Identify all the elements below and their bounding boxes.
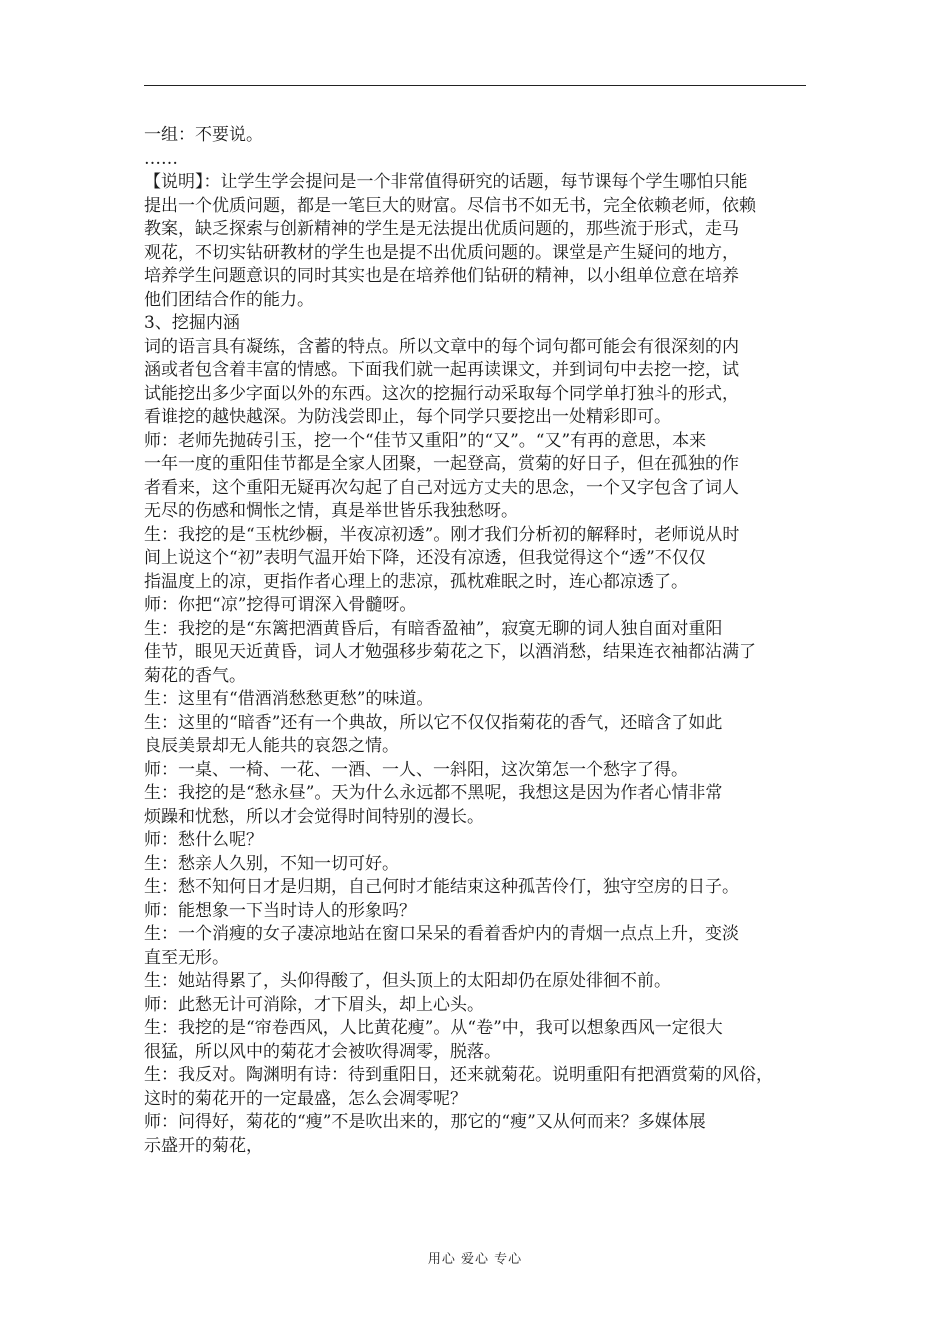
document-body bbox=[144, 124, 808, 1158]
paragraph: 生：一个消瘦的女子凄凉地站在窗口呆呆的看着香炉内的青烟一点点上升，变淡 直至无形。 bbox=[144, 924, 739, 968]
paragraph: 一组：不要说。 bbox=[144, 125, 263, 145]
paragraph: 生：她站得累了，头仰得酸了，但头顶上的太阳却仍在原处徘徊不前。 bbox=[144, 971, 671, 991]
page-footer: 用心 爱心 专心 bbox=[427, 1252, 523, 1267]
paragraph: 生：这里的“暗香”还有一个典故，所以它不仅仅指菊花的香气，还暗含了如此 良辰美景却无人能共的哀怨之情。 bbox=[144, 712, 723, 756]
paragraph: 师：此愁无计可消除，才下眉头，却上心头。 bbox=[144, 994, 484, 1015]
paragraph: 师：老师先抛砖引玉，挖一个“佳节又重阳”的“又”。“又”有再的意思，本来 一年一度的重阳佳节都是全家人团聚，一起登高，赏菊的好日子，但在孤独的作 者看来，这个重阳无疑再次勾起了自己对远方丈夫的思念，一个又字包含了词人 无尽的伤感和惆怅之情，真是举世皆乐我独愁呀。 bbox=[144, 430, 739, 521]
paragraph: 生：这里有“借酒消愁愁更愁”的味道。 bbox=[144, 689, 434, 709]
section-heading: 3、挖掘内涵 bbox=[144, 313, 240, 333]
paragraph: 生：愁不知何日才是归期，自己何时才能结束这种孤苦伶仃，独守空房的日子。 bbox=[144, 877, 739, 897]
paragraph: …… bbox=[144, 148, 178, 169]
paragraph: 词的语言具有凝练，含蓄的特点。所以文章中的每个词句都可能会有很深刻的内 涵或者包含着丰富的情感。下面我们就一起再读课文，并到词句中去挖一挖，试 试能挖出多少字面以外的东西。这次的挖掘行动采取每个同学单打独斗的形式， 看谁挖的越快越深。为防浅尝即止，每个同学只要挖出一处精彩即可。 bbox=[144, 336, 739, 427]
header-rule bbox=[144, 85, 806, 86]
paragraph: 师：一桌、一椅、一花、一酒、一人、一斜阳，这次第怎一个愁字了得。 bbox=[144, 759, 688, 780]
paragraph: 师：你把“凉”挖得可谓深入骨髓呀。 bbox=[144, 595, 417, 615]
paragraph: 生：我反对。陶渊明有诗：待到重阳日，还来就菊花。说明重阳有把酒赏菊的风俗， 这时的菊花开的一定最盛，怎么会凋零呢？ bbox=[144, 1065, 773, 1109]
paragraph: 【说明】：让学生学会提问是一个非常值得研究的话题，每节课每个学生哪怕只能 提出一个优质问题，都是一笔巨大的财富。尽信书不如无书，完全依赖老师，依赖 教案，缺乏探索与创新精神的学生是无法提出优质问题的，那些流于形式，走马 观花，不切实钻研教材的学生也是提不出优质问题的。课堂是产生疑问的地方， 培养学生问题意识的同时其实也是在培养他们钻研的精神，以小组单位意在培养 他们团结合作的能力。 bbox=[144, 172, 756, 310]
paragraph: 生：愁亲人久别，不知一切可好。 bbox=[144, 853, 399, 874]
paragraph: 生：我挖的是“帘卷西风，人比黄花瘦”。从“卷”中，我可以想象西风一定很大 很猛，所以风中的菊花才会被吹得凋零，脱落。 bbox=[144, 1018, 723, 1062]
paragraph: 生：我挖的是“东篱把酒黄昏后，有暗香盈袖”，寂寞无聊的词人独自面对重阳 佳节，眼见天近黄昏，词人才勉强移步菊花之下，以酒消愁，结果连衣袖都沾满了 菊花的香气。 bbox=[144, 618, 756, 686]
paragraph: 师：问得好，菊花的“瘦”不是吹出来的，那它的“瘦”又从何而来？多媒体展 示盛开的菊花， bbox=[144, 1112, 706, 1156]
paragraph: 师：能想象一下当时诗人的形象吗？ bbox=[144, 900, 416, 921]
paragraph: 师：愁什么呢？ bbox=[144, 830, 263, 850]
paragraph: 生：我挖的是“玉枕纱橱，半夜凉初透”。刚才我们分析初的解释时，老师说从时 间上说这个“初”表明气温开始下降，还没有凉透，但我觉得这个“透”不仅仅 指温度上的凉，更指作者心理上的悲凉，孤枕难眠之时，连心都凉透了。 bbox=[144, 524, 740, 592]
paragraph: 生：我挖的是“愁永昼”。天为什么永远都不黑呢，我想这是因为作者心情非常 烦躁和忧愁，所以才会觉得时间特别的漫长。 bbox=[144, 783, 723, 827]
